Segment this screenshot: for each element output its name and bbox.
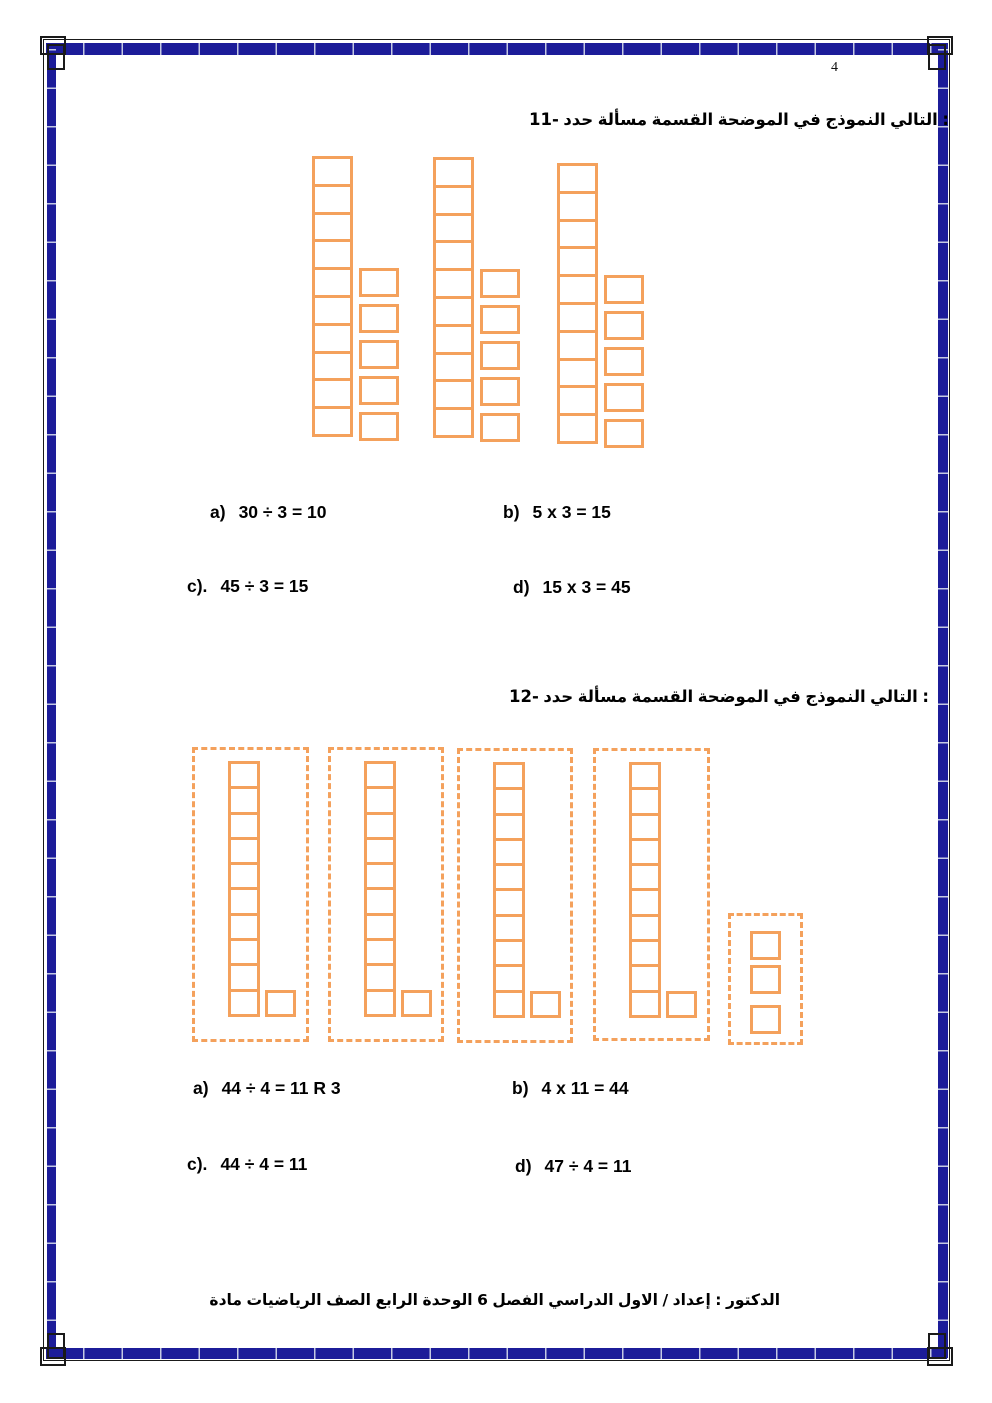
block-rod-column — [629, 762, 661, 1018]
block-rod-column — [228, 761, 260, 1017]
block-cell — [228, 812, 260, 840]
block-cell — [364, 963, 396, 991]
block-cell — [312, 267, 353, 298]
block-cell — [364, 887, 396, 915]
block-cell — [312, 212, 353, 243]
option-equation: 45 ÷ 3 = 15 — [220, 576, 309, 596]
block-cell — [433, 240, 474, 271]
option-key: c). — [187, 1154, 208, 1174]
block-cell — [433, 324, 474, 355]
option-equation: 4 x 11 = 44 — [541, 1078, 629, 1098]
block-cell — [433, 213, 474, 244]
border-corner-ornament — [928, 44, 946, 70]
block-rod-column — [493, 762, 525, 1018]
dashed-group-box — [328, 747, 444, 1042]
block-cell — [364, 761, 396, 789]
block-cell — [750, 931, 781, 960]
option-equation: 5 x 3 = 15 — [532, 502, 611, 522]
word: الوحدة — [422, 1291, 473, 1309]
word: حدد — [543, 687, 574, 706]
block-cell — [312, 406, 353, 437]
option-key: d) — [515, 1156, 532, 1176]
dashed-remainder-box — [728, 913, 803, 1045]
block-rod-column — [557, 163, 598, 444]
word: الصف — [326, 1291, 371, 1309]
page-border-bottom — [46, 1348, 947, 1359]
block-cell — [480, 341, 520, 370]
block-cell — [493, 863, 525, 891]
block-cell — [557, 358, 598, 389]
block-single-cell — [666, 991, 697, 1018]
block-cell — [493, 939, 525, 967]
option-equation: 44 ÷ 4 = 11 — [220, 1154, 308, 1174]
block-cell — [228, 989, 260, 1017]
word: الموضحة — [717, 110, 789, 129]
block-cell — [228, 786, 260, 814]
block-single-cell — [265, 990, 296, 1017]
block-cell — [629, 838, 661, 866]
word: الفصل — [492, 1291, 544, 1309]
block-cell — [750, 965, 781, 994]
word: : — [942, 110, 949, 129]
block-cell — [433, 296, 474, 327]
block-cell — [359, 304, 399, 333]
option-key: b) — [503, 502, 520, 522]
word: النموذج — [825, 110, 886, 129]
word: النموذج — [805, 687, 866, 706]
option-equation: 47 ÷ 4 = 11 — [544, 1156, 632, 1176]
block-cell — [359, 340, 399, 369]
block-cell — [557, 274, 598, 305]
word: القسمة — [651, 110, 714, 129]
block-cell — [433, 268, 474, 299]
block-cell — [557, 191, 598, 222]
option-equation: 44 ÷ 4 = 11 R 3 — [221, 1078, 341, 1098]
block-cell — [228, 938, 260, 966]
block-cell — [557, 246, 598, 277]
question-12-option-d — [515, 1156, 632, 1177]
option-key: a) — [210, 502, 226, 522]
option-key: b) — [512, 1078, 529, 1098]
word: : — [715, 1291, 722, 1309]
block-cell — [312, 378, 353, 409]
block-cell — [228, 963, 260, 991]
block-cell — [364, 989, 396, 1017]
block-cell — [433, 185, 474, 216]
block-cell — [604, 347, 644, 376]
block-cell — [629, 990, 661, 1018]
block-cell — [629, 863, 661, 891]
question-12-option-a — [193, 1078, 341, 1099]
block-cell — [312, 351, 353, 382]
block-single-cell — [530, 991, 561, 1018]
word: الموضحة — [697, 687, 769, 706]
block-cell — [480, 377, 520, 406]
page-footer — [209, 1291, 784, 1309]
block-cell — [493, 990, 525, 1018]
block-cell — [493, 914, 525, 942]
block-cell — [364, 862, 396, 890]
block-cell — [364, 812, 396, 840]
word: إعداد — [672, 1291, 711, 1309]
block-rod-column — [433, 157, 474, 438]
question-11-heading — [529, 110, 953, 129]
block-cell — [228, 913, 260, 941]
border-corner-ornament — [47, 1333, 65, 1359]
block-cell — [480, 413, 520, 442]
block-cell — [493, 813, 525, 841]
block-cell — [228, 887, 260, 915]
block-cell — [433, 352, 474, 383]
word: : — [922, 687, 929, 706]
word: في — [773, 687, 801, 706]
option-key: d) — [513, 577, 530, 597]
block-rod-column — [312, 156, 353, 437]
word: 12- — [509, 687, 539, 706]
border-corner-ornament — [47, 44, 65, 70]
block-cell — [359, 376, 399, 405]
block-cell — [364, 786, 396, 814]
dashed-group-box — [192, 747, 309, 1042]
block-cell — [364, 913, 396, 941]
block-cell — [629, 914, 661, 942]
block-cell — [228, 761, 260, 789]
block-cell — [359, 412, 399, 441]
block-cell — [557, 330, 598, 361]
block-cell — [557, 302, 598, 333]
block-cell — [433, 157, 474, 188]
word: التالي — [870, 687, 918, 706]
block-cell — [433, 379, 474, 410]
option-equation: 15 x 3 = 45 — [542, 577, 631, 597]
word: مسألة — [597, 110, 648, 129]
page-border-left — [47, 43, 56, 1358]
block-cell — [312, 156, 353, 187]
word: الاول — [618, 1291, 658, 1309]
word: القسمة — [631, 687, 694, 706]
block-cell — [557, 413, 598, 444]
word: / — [662, 1291, 669, 1309]
block-cell — [228, 837, 260, 865]
word: الرياضيات — [246, 1291, 322, 1309]
block-cell — [604, 383, 644, 412]
question-11-option-b — [503, 502, 611, 523]
block-rod-column — [364, 761, 396, 1017]
block-loose-column — [604, 275, 644, 455]
block-cell — [629, 888, 661, 916]
word: 6 — [477, 1291, 488, 1309]
option-key: a) — [193, 1078, 209, 1098]
block-cell — [557, 163, 598, 194]
block-cell — [557, 385, 598, 416]
word: مادة — [209, 1291, 242, 1309]
page-border-right — [938, 43, 948, 1358]
dashed-group-box — [593, 748, 710, 1041]
word: الرابع — [375, 1291, 418, 1309]
block-cell — [312, 184, 353, 215]
page-border-top — [46, 43, 947, 55]
block-cell — [604, 419, 644, 448]
word: الدراسي — [548, 1291, 614, 1309]
block-cell — [493, 888, 525, 916]
block-cell — [493, 787, 525, 815]
option-key: c). — [187, 576, 208, 596]
block-cell — [359, 268, 399, 297]
page-number: 4 — [831, 60, 838, 75]
block-cell — [629, 787, 661, 815]
question-11-option-d — [513, 577, 631, 598]
block-cell — [629, 939, 661, 967]
question-11-option-c — [187, 576, 308, 597]
block-cell — [433, 407, 474, 438]
block-cell — [604, 275, 644, 304]
block-loose-column — [480, 269, 520, 449]
word: التالي — [890, 110, 938, 129]
block-cell — [312, 239, 353, 270]
block-cell — [629, 762, 661, 790]
question-11-option-a — [210, 502, 327, 523]
word: الدكتور — [726, 1291, 781, 1309]
block-cell — [493, 964, 525, 992]
option-equation: 30 ÷ 3 = 10 — [238, 502, 327, 522]
block-cell — [312, 295, 353, 326]
block-cell — [629, 813, 661, 841]
question-12-option-b — [512, 1078, 629, 1099]
block-cell — [629, 964, 661, 992]
border-corner-ornament — [928, 1333, 946, 1359]
block-cell — [480, 269, 520, 298]
block-cell — [364, 938, 396, 966]
block-cell — [480, 305, 520, 334]
word: حدد — [563, 110, 594, 129]
question-12-option-c — [187, 1154, 307, 1175]
block-cell — [364, 837, 396, 865]
block-loose-column — [359, 268, 399, 448]
question-12-heading — [509, 687, 933, 706]
word: مسألة — [577, 687, 628, 706]
block-cell — [750, 1005, 781, 1034]
block-cell — [312, 323, 353, 354]
word: في — [793, 110, 821, 129]
block-cell — [557, 219, 598, 250]
block-cell — [228, 862, 260, 890]
block-single-cell — [401, 990, 432, 1017]
block-cell — [493, 762, 525, 790]
block-cell — [604, 311, 644, 340]
dashed-group-box — [457, 748, 573, 1043]
block-cell — [493, 838, 525, 866]
word: 11- — [529, 110, 559, 129]
